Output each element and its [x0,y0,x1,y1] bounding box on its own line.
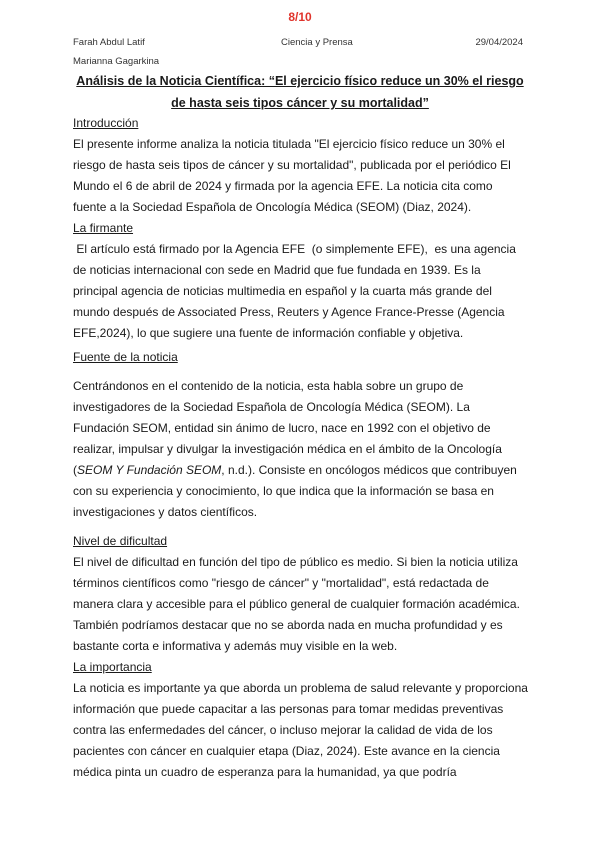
section-text-intro: El presente informe analiza la noticia titulada "El ejercicio físico reduce un 30% el riesgo de hasta seis tipos de cáncer y su mortalidad", publicada por el periódico El Mundo el 6 de abril de 2024 y firmada por la agencia EFE. La noticia cita como fuente a la Sociedad Española de Oncología Médica (SEOM) (Diaz, 2024). [73,137,511,214]
grade-score: 8/10 [288,10,312,24]
author-name: Farah Abdul Latif [73,37,145,48]
document-title: Análisis de la Noticia Científica: “El ejercicio físico reduce un 30% el riesgo de hasta seis tipos cáncer y su mortalidad” [76,74,524,110]
section-text-fuente [73,376,528,523]
document-date: 29/04/2024 [475,37,523,48]
fuente-text-part2: , n.d.). Consiste en oncólogos médicos que contribuyen con su experiencia y conocimiento, lo que indica que la información se basa en investigaciones y datos científicos. [73,463,517,519]
section-heading-nivel: Nivel de dificultad [73,534,168,548]
section-heading-importancia: La importancia [73,660,152,674]
document-body [73,113,528,783]
section-text-firmante: El artículo está firmado por la Agencia EFE (o simplemente EFE), es una agencia de noticias internacional con sede en Madrid que fue fundada en 1939. Es la principal agencia de noticias multimedia en español y la cuarta más grande del mundo después de Associated Press, Reuters y Agence France-Presse (Agencia EFE,2024), lo que sugiere una fuente de información confiable y objetiva. [73,242,520,340]
fuente-text-part1: Centrándonos en el contenido de la noticia, esta habla sobre un grupo de investigadores de la Sociedad Española de Oncología Médica (SEOM). La Fundación SEOM, entidad sin ánimo de lucro, nace en 1992 con el objetivo de realizar, impulsar y divulgar la investigación médica en el ámbito de la Oncología ( [73,379,502,477]
fuente-citation-italic: SEOM Y Fundación SEOM [77,463,222,477]
course-name: Ciencia y Prensa [281,37,353,48]
section-heading-firmante: La firmante [73,221,134,235]
section-text-importancia: La noticia es importante ya que aborda un problema de salud relevante y proporciona información que puede capacitar a las personas para tomar medidas preventivas contra las enfermedades del cáncer, o incluso mejorar la calidad de vida de los pacientes con cáncer en cualquier etapa (Diaz, 2024). Este avance en la ciencia médica pinta un cuadro de esperanza para la humanidad, ya que podría [73,681,528,779]
section-text-nivel: El nivel de dificultad en función del tipo de público es medio. Si bien la noticia utiliza términos científicos como "riesgo de cáncer" y "mortalidad", está redactada de manera clara y accesible para el público general de cualquier formación académica. También podríamos destacar que no se aborda nada en mucha profundidad y es bastante corta e informativa y además muy visible en la web. [73,555,520,653]
section-heading-fuente: Fuente de la noticia [73,350,178,364]
coauthor-name: Marianna Gagarkina [73,56,160,67]
section-heading-intro: Introducción [73,116,139,130]
